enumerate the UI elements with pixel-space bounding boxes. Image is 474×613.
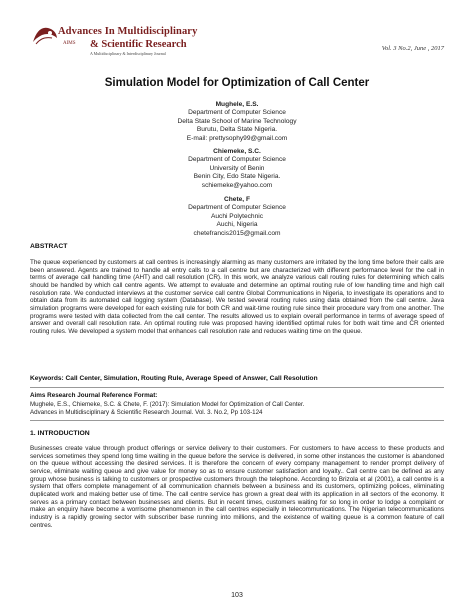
- journal-logo: [30, 14, 205, 54]
- logo-title-line1: Advances In Multidisciplinary: [58, 26, 198, 37]
- author-email: schiemeke@yahoo.com: [201, 181, 273, 189]
- author-affiliation-line: Burutu, Delta State Nigeria.: [196, 126, 278, 134]
- author-name: Mughele, E.S.: [215, 101, 259, 108]
- volume-info: Vol. 3 No.2, June , 2017: [381, 45, 444, 52]
- author-name: Chiemeke, S.C.: [213, 148, 261, 155]
- author-affiliation-line: Auchi Polytechnic: [210, 212, 264, 220]
- journal-seal-icon: [30, 22, 60, 48]
- author-affiliation-line: University of Benin: [209, 164, 265, 172]
- reference-citation-line: Advances in Multidisciplinary & Scientific Research Journal. Vol. 3. No.2, Pp 103-124: [30, 409, 263, 416]
- author-affiliation-line: Delta State School of Marine Technology: [177, 117, 297, 125]
- author-affiliation-line: Department of Computer Science: [188, 109, 286, 117]
- divider: [30, 387, 444, 388]
- author-name: Chete, F: [223, 196, 250, 203]
- author-email: E-mail: prettysophy99@gmail.com: [186, 134, 288, 142]
- author-block: [0, 196, 474, 238]
- paper-title: Simulation Model for Optimization of Call Center: [104, 77, 370, 89]
- abstract-heading: ABSTRACT: [30, 243, 68, 250]
- author-affiliation-line: Department of Computer Science: [188, 204, 286, 212]
- introduction-text: Businesses create value through product offerings or service delivery to their customers. For customers to have access to these products and services sometimes they spend long time waiting in the queue before the service is delivered, in some other instances the customer is abandoned on the queue without accessing the desired services. It is therefore the concern of every company management to render prompt delivery of service, eliminate waiting queue and give value for money so as to ensure customer satisfaction and loyalty.. Call centre can be defined as any group whose business is talking to customers or prospective customers through the telephone. According to Brizola et al (2001), a call centre is a system that offers complete management of all communication channels between a business and its customers, optimizing polices, eliminating duplicated work and making better use of time. The call centre service has grown a great deal with its application in all sectors of the economy. It serves as a primary contact between businesses and clients. But in recent times, customers waiting for so long in order to lodge a complaint or make an enquiry have become a worrisome phenomenon in the call centres especially in telecommunications. The Nigerian telecommunications industry is a rapidly growing sector with subscriber base running into millions, and the existence of waiting queue is a common feature of call centres.: [30, 445, 444, 529]
- introduction-heading: 1. INTRODUCTION: [30, 430, 90, 437]
- logo-title-line2: & Scientific Research: [90, 39, 187, 50]
- logo-aims-label: AIMS: [63, 41, 76, 46]
- reference-citation-line: Mughele, E.S., Chiemeke, S.C. & Chete, F. (2017): Simulation Model for Optimization of Call Center.: [30, 401, 305, 408]
- author-affiliation-line: Auchi, Nigeria: [216, 221, 258, 229]
- reference-format-heading: Aims Research Journal Reference Format:: [30, 392, 158, 399]
- keywords-line: Keywords: Call Center, Simulation, Routing Rule, Average Speed of Answer, Call Resolution: [30, 375, 318, 382]
- author-affiliation-line: Department of Computer Science: [188, 156, 286, 164]
- author-affiliation-line: Benin City, Edo State Nigeria.: [193, 173, 281, 181]
- logo-subtitle: A Multidisciplinary & Interdisciplinary Journal: [90, 51, 166, 56]
- author-email: chetefrancis2015@gmail.com: [193, 229, 281, 237]
- page-number: 103: [231, 592, 243, 599]
- author-block: [0, 148, 474, 190]
- abstract-text: The queue experienced by customers at call centres is increasingly alarming as many customers are irritated by the long time before their calls are been answered. Agents are trained to handle all entry calls to a call centre but are characterized with different performance level for the call in terms of average call handling time (AHT) and call resolution (CR). In this work, we analyze various call routing rules for determining which calls should be handled by which call centre agents. We attempt to evaluate and determine an optimal routing rule of low handling time and high call resolution rate. We conducted interviews at the customer service call centre Global Communications in Nigeria, to investigate its operations and to obtain data from its automated call logging system (Database). We tested several routing rules using data obtained from the call centre. Java simulation programs were developed for each existing rule for both CR and wait-time routing rule since their procedure vary from one another. The programs were tested with data collected from the call center. The results allowed us to explain overall performance in terms of average speed of answer and overall call resolution rate. An optimal routing rule was proposed having identified optimal rules for both wait time and CR oriented routing rules. We developed a system model that enhances call resolution rate and reduces waiting time on the queue.: [30, 259, 444, 335]
- author-block: [0, 101, 474, 143]
- divider: [30, 420, 444, 421]
